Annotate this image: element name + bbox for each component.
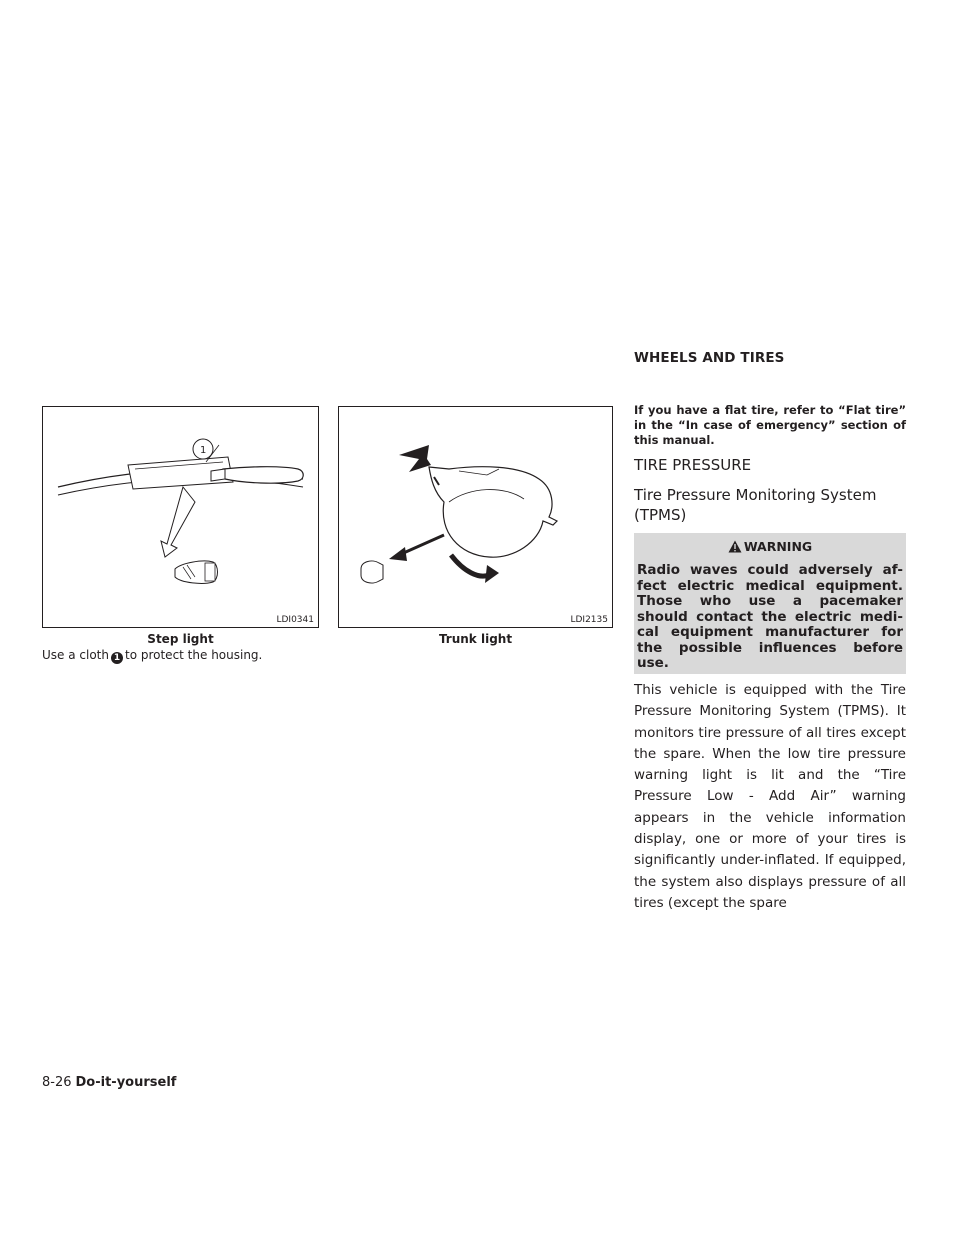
section-title: WHEELS AND TIRES — [634, 350, 785, 366]
trunk-light-illustration — [339, 407, 612, 627]
page-footer — [42, 1075, 176, 1090]
tpms-paragraph: This vehicle is equipped with the Tire Pressure Monitoring System (TPMS). It monitors tire pressure of all tires except the spare. When the low tire pressure warning light is lit and the “Tire Pressure Low - Add Air” warning appears in the vehicle information display, one or more of your tires is significantly under-inflated. If equipped, the system also displays pressure of all tires (except the spare — [634, 682, 906, 911]
figure-caption: Trunk light — [438, 632, 513, 646]
step-light-illustration — [43, 407, 318, 627]
page-number: 8-26 — [42, 1075, 72, 1090]
callout-1-icon: 1 — [111, 652, 123, 664]
warning-triangle-icon — [728, 540, 742, 553]
figure-caption: Step light — [147, 632, 214, 646]
step-light-figure — [42, 406, 319, 628]
chapter-title: Do-it-yourself — [75, 1075, 177, 1090]
warning-header — [634, 533, 906, 559]
instruction-text-before: Use a cloth — [42, 648, 109, 662]
warning-label: WARNING — [743, 538, 813, 554]
figure-code: LDI2135 — [570, 615, 608, 625]
tire-pressure-heading: TIRE PRESSURE — [634, 456, 752, 474]
tpms-subheading: Tire Pressure Monitoring System (TPMS) — [634, 486, 877, 524]
warning-text: Radio waves could adversely af-fect electric medical equipment. Those who use a pacemaker should contact the electric medi-cal equipment manufacturer for the possible influences before use. — [637, 562, 903, 671]
figure-code: LDI0341 — [276, 615, 314, 625]
step-light-instruction — [42, 648, 262, 664]
flat-tire-note: If you have a flat tire, refer to “Flat tire” in the “In case of emergency” section of this manual. — [634, 403, 906, 447]
trunk-light-figure — [338, 406, 613, 628]
warning-box — [634, 533, 906, 674]
instruction-text-after: to protect the housing. — [124, 648, 263, 662]
callout-number: 1 — [200, 445, 207, 456]
